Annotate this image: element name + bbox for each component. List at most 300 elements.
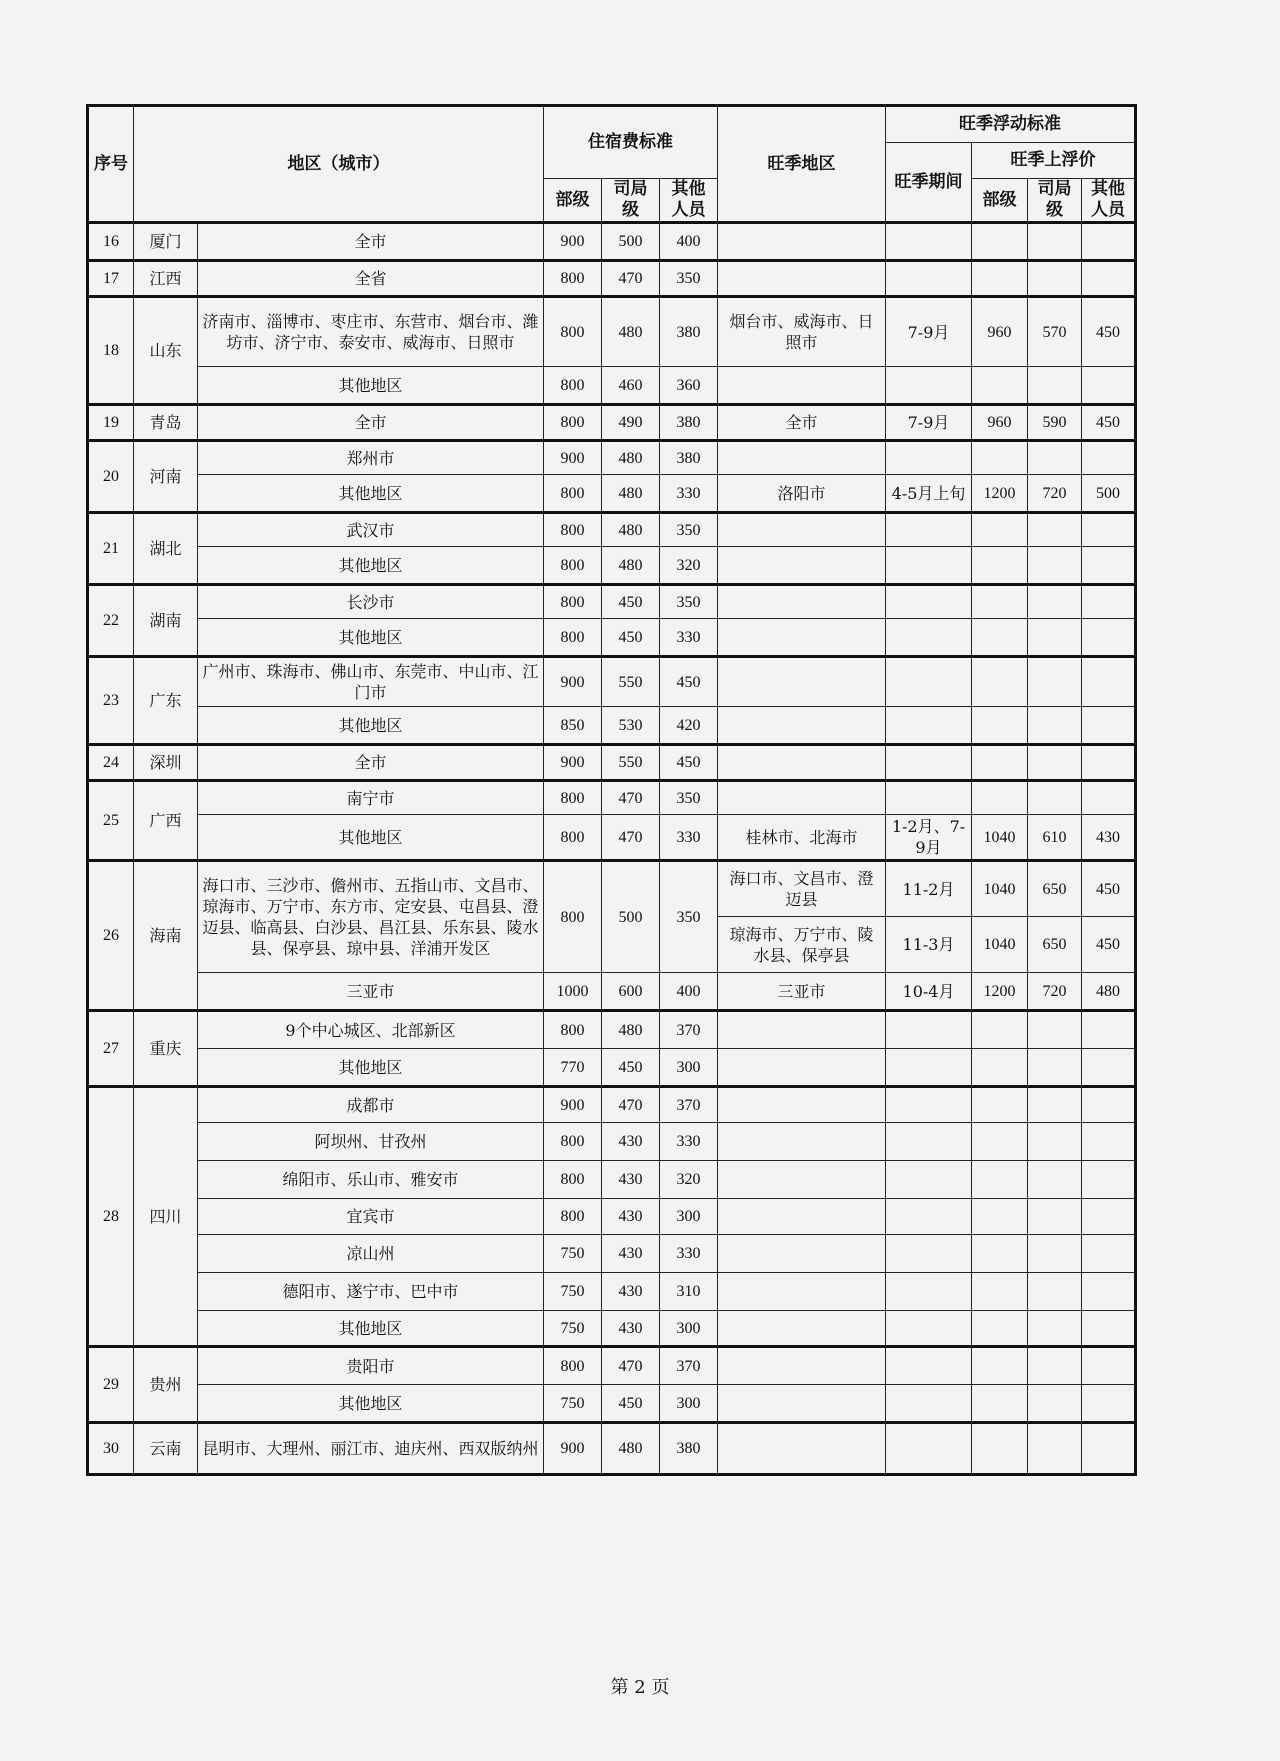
peak-ministry-rate: [972, 441, 1028, 475]
peak-period: [886, 547, 972, 585]
table-row: [88, 973, 1136, 1011]
table-row: [88, 1235, 1136, 1273]
table-row: [88, 547, 1136, 585]
peak-ministry-rate: [972, 1087, 1028, 1123]
ministry-rate: 800: [544, 1011, 602, 1049]
peak-bureau-rate: [1028, 619, 1082, 657]
header-others: 其他人员: [660, 179, 718, 223]
bureau-rate: 430: [602, 1235, 660, 1273]
row-number: 27: [88, 1011, 134, 1087]
province-name: 厦门: [134, 223, 198, 261]
peak-bureau-rate: [1028, 707, 1082, 745]
peak-period: 11-3月: [886, 917, 972, 973]
peak-ministry-rate: [972, 1161, 1028, 1199]
ministry-rate: 1000: [544, 973, 602, 1011]
table-row: [88, 367, 1136, 405]
peak-bureau-rate: [1028, 1161, 1082, 1199]
others-rate: 330: [660, 815, 718, 861]
bureau-rate: 550: [602, 657, 660, 707]
ministry-rate: 800: [544, 815, 602, 861]
peak-ministry-rate: 1040: [972, 815, 1028, 861]
ministry-rate: 850: [544, 707, 602, 745]
peak-period: [886, 1087, 972, 1123]
others-rate: 400: [660, 223, 718, 261]
others-rate: 420: [660, 707, 718, 745]
peak-ministry-rate: 1200: [972, 475, 1028, 513]
bureau-rate: 480: [602, 297, 660, 367]
ministry-rate: 800: [544, 585, 602, 619]
bureau-rate: 430: [602, 1161, 660, 1199]
table-row: [88, 707, 1136, 745]
header-peak-period: 旺季期间: [886, 143, 972, 223]
region-cell: 长沙市: [198, 585, 544, 619]
ministry-rate: 900: [544, 441, 602, 475]
bureau-rate: 600: [602, 973, 660, 1011]
peak-bureau-rate: [1028, 441, 1082, 475]
region-cell: 绵阳市、乐山市、雅安市: [198, 1161, 544, 1199]
province-name: 湖北: [134, 513, 198, 585]
table-row: [88, 1123, 1136, 1161]
peak-period: [886, 441, 972, 475]
row-number: 25: [88, 781, 134, 861]
peak-region: [718, 223, 886, 261]
others-rate: 370: [660, 1347, 718, 1385]
peak-others-rate: [1082, 1423, 1136, 1475]
region-cell: 其他地区: [198, 1311, 544, 1347]
bureau-rate: 450: [602, 1049, 660, 1087]
peak-ministry-rate: [972, 781, 1028, 815]
table-row: [88, 745, 1136, 781]
others-rate: 320: [660, 547, 718, 585]
table-row: [88, 815, 1136, 861]
peak-bureau-rate: [1028, 1123, 1082, 1161]
bureau-rate: 450: [602, 619, 660, 657]
peak-period: 4-5月上旬: [886, 475, 972, 513]
peak-others-rate: [1082, 1087, 1136, 1123]
peak-others-rate: [1082, 1311, 1136, 1347]
others-rate: 330: [660, 1123, 718, 1161]
peak-ministry-rate: [972, 223, 1028, 261]
peak-others-rate: [1082, 619, 1136, 657]
table-row: [88, 1199, 1136, 1235]
region-cell: 其他地区: [198, 1049, 544, 1087]
peak-ministry-rate: 960: [972, 297, 1028, 367]
province-name: 广西: [134, 781, 198, 861]
peak-bureau-rate: [1028, 745, 1082, 781]
table-row: [88, 513, 1136, 547]
ministry-rate: 800: [544, 1199, 602, 1235]
peak-region: [718, 513, 886, 547]
bureau-rate: 430: [602, 1199, 660, 1235]
header-region: 地区（城市）: [134, 106, 544, 223]
header-peak-ministry: 部级: [972, 179, 1028, 223]
others-rate: 380: [660, 405, 718, 441]
peak-bureau-rate: [1028, 1311, 1082, 1347]
others-rate: 370: [660, 1011, 718, 1049]
peak-ministry-rate: 1040: [972, 861, 1028, 917]
table-body: [88, 223, 1136, 1475]
peak-others-rate: 450: [1082, 297, 1136, 367]
peak-ministry-rate: [972, 1049, 1028, 1087]
peak-period: [886, 1423, 972, 1475]
bureau-rate: 480: [602, 1423, 660, 1475]
bureau-rate: 430: [602, 1273, 660, 1311]
peak-period: [886, 1011, 972, 1049]
table-row: [88, 1049, 1136, 1087]
peak-others-rate: [1082, 745, 1136, 781]
region-cell: 凉山州: [198, 1235, 544, 1273]
bureau-rate: 530: [602, 707, 660, 745]
province-name: 四川: [134, 1087, 198, 1347]
peak-bureau-rate: 610: [1028, 815, 1082, 861]
peak-region: [718, 1011, 886, 1049]
peak-region: 琼海市、万宁市、陵水县、保亭县: [718, 917, 886, 973]
region-cell: 全省: [198, 261, 544, 297]
province-name: 青岛: [134, 405, 198, 441]
peak-period: [886, 261, 972, 297]
peak-period: [886, 1385, 972, 1423]
others-rate: 330: [660, 619, 718, 657]
peak-bureau-rate: [1028, 1011, 1082, 1049]
peak-ministry-rate: [972, 585, 1028, 619]
others-rate: 380: [660, 441, 718, 475]
others-rate: 350: [660, 261, 718, 297]
others-rate: 400: [660, 973, 718, 1011]
peak-others-rate: [1082, 781, 1136, 815]
row-number: 23: [88, 657, 134, 745]
header-ministry: 部级: [544, 179, 602, 223]
province-name: 湖南: [134, 585, 198, 657]
peak-others-rate: [1082, 441, 1136, 475]
peak-bureau-rate: [1028, 1423, 1082, 1475]
peak-others-rate: [1082, 513, 1136, 547]
region-cell: 广州市、珠海市、佛山市、东莞市、中山市、江门市: [198, 657, 544, 707]
peak-period: [886, 1347, 972, 1385]
table-row: [88, 405, 1136, 441]
others-rate: 450: [660, 745, 718, 781]
peak-others-rate: 500: [1082, 475, 1136, 513]
peak-region: [718, 1123, 886, 1161]
peak-bureau-rate: 650: [1028, 861, 1082, 917]
row-number: 21: [88, 513, 134, 585]
peak-period: [886, 619, 972, 657]
table-row: [88, 297, 1136, 367]
peak-ministry-rate: [972, 1311, 1028, 1347]
bureau-rate: 480: [602, 1011, 660, 1049]
peak-others-rate: [1082, 585, 1136, 619]
bureau-rate: 500: [602, 223, 660, 261]
peak-period: [886, 1049, 972, 1087]
others-rate: 350: [660, 513, 718, 547]
peak-others-rate: [1082, 367, 1136, 405]
peak-period: [886, 707, 972, 745]
row-number: 26: [88, 861, 134, 1011]
region-cell: 全市: [198, 223, 544, 261]
header-peak-up: 旺季上浮价: [972, 143, 1136, 179]
others-rate: 300: [660, 1311, 718, 1347]
peak-ministry-rate: [972, 1273, 1028, 1311]
header-seq: 序号: [88, 106, 134, 223]
peak-others-rate: 450: [1082, 917, 1136, 973]
bureau-rate: 430: [602, 1311, 660, 1347]
peak-others-rate: 480: [1082, 973, 1136, 1011]
peak-others-rate: [1082, 547, 1136, 585]
region-cell: 其他地区: [198, 815, 544, 861]
ministry-rate: 800: [544, 781, 602, 815]
table-row: [88, 1087, 1136, 1123]
ministry-rate: 900: [544, 223, 602, 261]
others-rate: 380: [660, 297, 718, 367]
row-number: 17: [88, 261, 134, 297]
peak-ministry-rate: [972, 1123, 1028, 1161]
province-name: 深圳: [134, 745, 198, 781]
others-rate: 310: [660, 1273, 718, 1311]
region-cell: 昆明市、大理州、丽江市、迪庆州、西双版纳州: [198, 1423, 544, 1475]
peak-ministry-rate: [972, 261, 1028, 297]
region-cell: 其他地区: [198, 707, 544, 745]
peak-ministry-rate: [972, 513, 1028, 547]
region-cell: 9个中心城区、北部新区: [198, 1011, 544, 1049]
peak-region: 烟台市、威海市、日照市: [718, 297, 886, 367]
peak-others-rate: [1082, 1385, 1136, 1423]
peak-ministry-rate: [972, 707, 1028, 745]
bureau-rate: 470: [602, 1087, 660, 1123]
peak-bureau-rate: [1028, 547, 1082, 585]
peak-bureau-rate: 720: [1028, 475, 1082, 513]
peak-bureau-rate: 650: [1028, 917, 1082, 973]
peak-ministry-rate: [972, 1235, 1028, 1273]
table-row: [88, 1423, 1136, 1475]
peak-others-rate: [1082, 223, 1136, 261]
region-cell: 成都市: [198, 1087, 544, 1123]
region-cell: 其他地区: [198, 619, 544, 657]
peak-region: [718, 781, 886, 815]
peak-region: [718, 441, 886, 475]
peak-others-rate: 450: [1082, 861, 1136, 917]
peak-period: [886, 1311, 972, 1347]
bureau-rate: 450: [602, 585, 660, 619]
province-name: 云南: [134, 1423, 198, 1475]
bureau-rate: 470: [602, 781, 660, 815]
peak-region: [718, 1049, 886, 1087]
peak-period: [886, 1161, 972, 1199]
peak-others-rate: [1082, 1161, 1136, 1199]
row-number: 19: [88, 405, 134, 441]
peak-bureau-rate: 570: [1028, 297, 1082, 367]
ministry-rate: 750: [544, 1273, 602, 1311]
peak-region: [718, 619, 886, 657]
header-peak-region: 旺季地区: [718, 106, 886, 223]
bureau-rate: 470: [602, 815, 660, 861]
row-number: 30: [88, 1423, 134, 1475]
peak-region: [718, 707, 886, 745]
province-name: 海南: [134, 861, 198, 1011]
row-number: 28: [88, 1087, 134, 1347]
peak-period: [886, 367, 972, 405]
region-cell: 其他地区: [198, 1385, 544, 1423]
header-bureau: 司局级: [602, 179, 660, 223]
region-cell: 海口市、三沙市、儋州市、五指山市、文昌市、琼海市、万宁市、东方市、定安县、屯昌县、澄迈县、临高县、白沙县、昌江县、乐东县、陵水县、保亭县、琼中县、洋浦开发区: [198, 861, 544, 973]
bureau-rate: 460: [602, 367, 660, 405]
region-cell: 贵阳市: [198, 1347, 544, 1385]
ministry-rate: 800: [544, 861, 602, 973]
table-row: [88, 475, 1136, 513]
table-row: [88, 585, 1136, 619]
peak-region: [718, 585, 886, 619]
peak-ministry-rate: [972, 1199, 1028, 1235]
region-cell: 郑州市: [198, 441, 544, 475]
peak-ministry-rate: [972, 619, 1028, 657]
table-row: [88, 781, 1136, 815]
region-cell: 全市: [198, 405, 544, 441]
peak-period: 7-9月: [886, 405, 972, 441]
peak-region: 海口市、文昌市、澄迈县: [718, 861, 886, 917]
bureau-rate: 470: [602, 261, 660, 297]
region-cell: 武汉市: [198, 513, 544, 547]
peak-bureau-rate: [1028, 261, 1082, 297]
peak-ministry-rate: [972, 1423, 1028, 1475]
others-rate: 350: [660, 781, 718, 815]
ministry-rate: 900: [544, 1087, 602, 1123]
peak-region: [718, 367, 886, 405]
ministry-rate: 750: [544, 1385, 602, 1423]
ministry-rate: 800: [544, 1161, 602, 1199]
header-lodging-standard: 住宿费标准: [544, 106, 718, 179]
peak-region: [718, 1347, 886, 1385]
peak-others-rate: [1082, 657, 1136, 707]
peak-region: [718, 547, 886, 585]
peak-bureau-rate: [1028, 1273, 1082, 1311]
peak-region: [718, 1235, 886, 1273]
table-row: [88, 261, 1136, 297]
ministry-rate: 800: [544, 1123, 602, 1161]
header-peak-float: 旺季浮动标准: [886, 106, 1136, 143]
peak-period: [886, 1199, 972, 1235]
peak-period: [886, 223, 972, 261]
peak-ministry-rate: [972, 547, 1028, 585]
peak-region: 洛阳市: [718, 475, 886, 513]
peak-others-rate: [1082, 707, 1136, 745]
peak-bureau-rate: [1028, 1235, 1082, 1273]
table-row: [88, 619, 1136, 657]
peak-bureau-rate: [1028, 781, 1082, 815]
province-name: 贵州: [134, 1347, 198, 1423]
peak-bureau-rate: [1028, 585, 1082, 619]
ministry-rate: 800: [544, 619, 602, 657]
others-rate: 300: [660, 1385, 718, 1423]
peak-region: [718, 1161, 886, 1199]
region-cell: 济南市、淄博市、枣庄市、东营市、烟台市、潍坊市、济宁市、泰安市、威海市、日照市: [198, 297, 544, 367]
peak-ministry-rate: [972, 1011, 1028, 1049]
peak-bureau-rate: [1028, 1049, 1082, 1087]
ministry-rate: 800: [544, 261, 602, 297]
ministry-rate: 800: [544, 513, 602, 547]
ministry-rate: 750: [544, 1235, 602, 1273]
peak-region: [718, 1273, 886, 1311]
others-rate: 370: [660, 1087, 718, 1123]
ministry-rate: 800: [544, 547, 602, 585]
region-cell: 阿坝州、甘孜州: [198, 1123, 544, 1161]
ministry-rate: 770: [544, 1049, 602, 1087]
province-name: 重庆: [134, 1011, 198, 1087]
ministry-rate: 800: [544, 1347, 602, 1385]
lodging-standard-table: [86, 104, 1137, 1476]
peak-period: [886, 745, 972, 781]
peak-ministry-rate: [972, 745, 1028, 781]
peak-bureau-rate: [1028, 1087, 1082, 1123]
peak-region: [718, 261, 886, 297]
peak-others-rate: [1082, 261, 1136, 297]
region-cell: 三亚市: [198, 973, 544, 1011]
peak-region: [718, 1423, 886, 1475]
province-name: 河南: [134, 441, 198, 513]
peak-ministry-rate: [972, 657, 1028, 707]
peak-region: [718, 1385, 886, 1423]
peak-others-rate: [1082, 1199, 1136, 1235]
ministry-rate: 900: [544, 657, 602, 707]
peak-ministry-rate: 1200: [972, 973, 1028, 1011]
peak-region: 全市: [718, 405, 886, 441]
ministry-rate: 750: [544, 1311, 602, 1347]
ministry-rate: 800: [544, 297, 602, 367]
row-number: 20: [88, 441, 134, 513]
ministry-rate: 900: [544, 745, 602, 781]
peak-bureau-rate: 590: [1028, 405, 1082, 441]
peak-period: [886, 657, 972, 707]
peak-period: [886, 585, 972, 619]
region-cell: 宜宾市: [198, 1199, 544, 1235]
table-row: [88, 1385, 1136, 1423]
table-row: [88, 1347, 1136, 1385]
peak-period: 1-2月、7-9月: [886, 815, 972, 861]
peak-bureau-rate: 720: [1028, 973, 1082, 1011]
others-rate: 320: [660, 1161, 718, 1199]
peak-bureau-rate: [1028, 223, 1082, 261]
others-rate: 330: [660, 1235, 718, 1273]
table-row: [88, 861, 1136, 917]
table-row: [88, 1161, 1136, 1199]
region-cell: 其他地区: [198, 475, 544, 513]
table-row: [88, 223, 1136, 261]
bureau-rate: 480: [602, 475, 660, 513]
peak-period: [886, 781, 972, 815]
peak-others-rate: 450: [1082, 405, 1136, 441]
province-name: 山东: [134, 297, 198, 405]
row-number: 18: [88, 297, 134, 405]
table-row: [88, 1311, 1136, 1347]
peak-period: 10-4月: [886, 973, 972, 1011]
peak-others-rate: [1082, 1273, 1136, 1311]
peak-ministry-rate: [972, 1347, 1028, 1385]
row-number: 16: [88, 223, 134, 261]
peak-period: 7-9月: [886, 297, 972, 367]
row-number: 24: [88, 745, 134, 781]
region-cell: 其他地区: [198, 367, 544, 405]
others-rate: 360: [660, 367, 718, 405]
table-row: [88, 1273, 1136, 1311]
header-peak-others: 其他人员: [1082, 179, 1136, 223]
peak-ministry-rate: [972, 367, 1028, 405]
others-rate: 350: [660, 861, 718, 973]
peak-period: [886, 513, 972, 547]
row-number: 22: [88, 585, 134, 657]
peak-region: 三亚市: [718, 973, 886, 1011]
ministry-rate: 900: [544, 1423, 602, 1475]
ministry-rate: 800: [544, 367, 602, 405]
peak-others-rate: [1082, 1123, 1136, 1161]
peak-ministry-rate: [972, 1385, 1028, 1423]
province-name: 江西: [134, 261, 198, 297]
